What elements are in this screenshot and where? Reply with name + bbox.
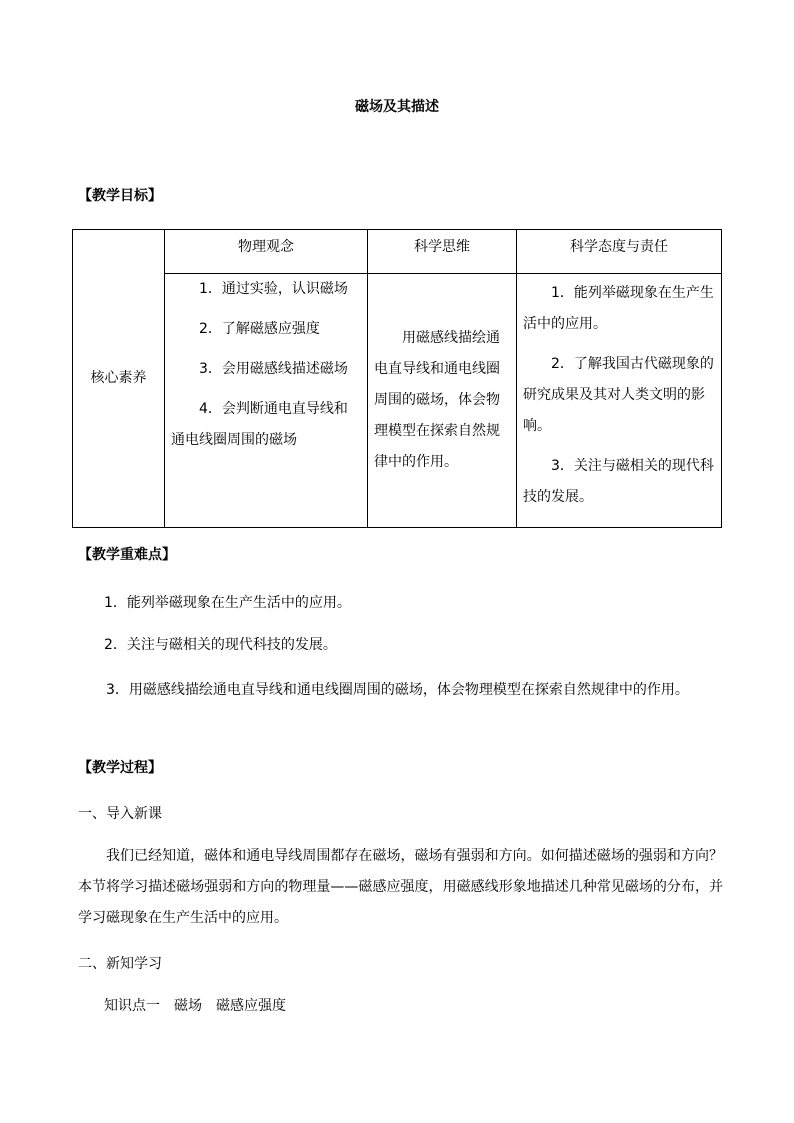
- cell-physics-concepts: [165, 274, 368, 528]
- scientific-thinking-text: 用磁感线描绘通电直导线和通电线圈周围的磁场，体会物理模型在探索自然规律中的作用。: [374, 330, 500, 470]
- subsection-heading-intro: 一、导入新课: [78, 806, 162, 822]
- goals-table: [72, 229, 722, 528]
- cell-scientific-thinking: [368, 274, 517, 528]
- cell-attitude-responsibility: [517, 274, 722, 528]
- list-item: 4．会判断通电直导线和通电线圈周围的磁场: [171, 401, 348, 448]
- row-label-core-literacy: 核心素养: [73, 230, 165, 528]
- table-body-row: [73, 274, 722, 528]
- page-title: 磁场及其描述: [355, 99, 439, 115]
- list-item: 2．了解磁感应强度: [199, 321, 320, 337]
- section-heading-process: 【教学过程】: [78, 760, 162, 776]
- header-physics-concepts: 物理观念: [165, 230, 368, 274]
- key-point-1: 1．能列举磁现象在生产生活中的应用。: [104, 595, 351, 611]
- list-item: 3．会用磁感线描述磁场: [199, 361, 348, 377]
- list-item: 1．能列举磁现象在生产生活中的应用。: [523, 285, 714, 332]
- list-item: 3．关注与磁相关的现代科技的发展。: [523, 458, 714, 505]
- knowledge-point-heading: 知识点一 磁场 磁感应强度: [104, 998, 286, 1014]
- section-heading-key-points: 【教学重难点】: [78, 547, 176, 563]
- header-attitude-responsibility: 科学态度与责任: [517, 230, 722, 274]
- table-header-row: [73, 230, 722, 274]
- intro-paragraph: 我们已经知道，磁体和通电导线周围都存在磁场，磁场有强弱和方向。如何描述磁场的强弱和方向？本节将学习描述磁场强弱和方向的物理量——磁感应强度，用磁感线形象地描述几种常见磁场的分布，并学习磁现象在生产生活中的应用。: [78, 848, 723, 926]
- subsection-heading-new-knowledge: 二、新知学习: [78, 956, 162, 972]
- key-point-3: 3．用磁感线描绘通电直导线和通电线圈周围的磁场，体会物理模型在探索自然规律中的作用。: [106, 682, 689, 698]
- key-point-2: 2．关注与磁相关的现代科技的发展。: [104, 637, 337, 653]
- header-scientific-thinking: 科学思维: [368, 230, 517, 274]
- list-item: 1．通过实验，认识磁场: [199, 281, 348, 297]
- section-heading-goals: 【教学目标】: [78, 188, 162, 204]
- list-item: 2．了解我国古代磁现象的研究成果及其对人类文明的影响。: [523, 356, 714, 434]
